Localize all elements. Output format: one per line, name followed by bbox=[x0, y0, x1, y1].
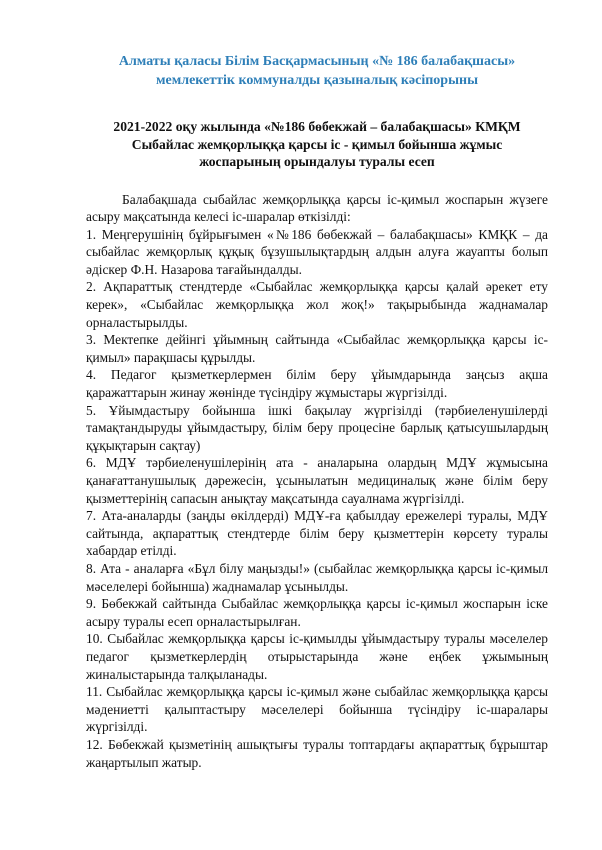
title-line-3: жоспарының орындалуы туралы есеп bbox=[199, 154, 435, 169]
list-item: 2. Ақпараттық стендтерде «Сыбайлас жемқорлыққа қарсы қалай әрекет ету керек», «Сыбайлас жемқорлыққа жол жоқ!» тақырыбында жаднамалар орналастырылды. bbox=[86, 279, 548, 330]
report-title bbox=[86, 118, 548, 171]
list-item: 10. Сыбайлас жемқорлыққа қарсы іс-қимылды ұйымдастыру туралы мәселелер педагог қызметкерлердің отырыстарында және еңбек ұжымының жиналыстарында талқыланады. bbox=[86, 631, 548, 682]
list-item: 3. Мектепке дейінгі ұйымның сайтында «Сыбайлас жемқорлыққа қарсы іс-қимыл» парақшасы құрылды. bbox=[86, 332, 548, 365]
intro-paragraph: Балабақшада сыбайлас жемқорлыққа қарсы іс-қимыл жоспарын жүзеге асыру мақсатында келесі іс-шаралар өткізілді: bbox=[86, 191, 548, 225]
list-item: 11. Сыбайлас жемқорлыққа қарсы іс-қимыл және сыбайлас жемқорлыққа қарсы мәдениетті қалыптастыру мәселелері бойынша түсіндіру іс-шаралары жүргізілді. bbox=[86, 684, 548, 735]
list-item: 9. Бөбекжай сайтында Сыбайлас жемқорлыққа қарсы іс-қимыл жоспарын іске асыру туралы есеп орналастырылған. bbox=[86, 596, 548, 629]
org-line-1: Алматы қаласы Білім Басқармасының «№ 186 балабақшасы» bbox=[118, 54, 516, 69]
list-item: 7. Ата-аналарды (заңды өкілдерді) МДҰ-ға қабылдау ережелері туралы, МДҰ сайтында, ақпараттық стендтерде білім беру қызметтерін көрсету туралы хабардар етілді. bbox=[86, 508, 548, 559]
list-item: 8. Ата - аналарға «Бұл білу маңызды!» (сыбайлас жемқорлыққа қарсы іс-қимыл мәселелері бойынша) жаднамалар ұсынылды. bbox=[86, 560, 548, 594]
list-item: 1. Меңгерушінің бұйрығымен «№186 бөбекжай – балабақшасы» КМҚК – да сыбайлас жемқорлық құқық бұзушылықтардың алдын алуға жауапты болып әдіскер Ф.Н. Назарова тағайындалды. bbox=[86, 226, 548, 277]
title-line-1: 2021-2022 оқу жылында «№186 бөбекжай – балабақшасы» КМҚМ bbox=[113, 119, 521, 134]
report-body bbox=[86, 191, 548, 772]
list-item: 4. Педагог қызметкерлермен білім беру ұйымдарында заңсыз ақша қаражаттарын жинау жөнінде түсіндіру жұмыстары жүргізілді. bbox=[86, 367, 548, 401]
list-item: 5. Ұйымдастыру бойынша ішкі бақылау жүргізілді (тәрбиеленушілерді тамақтандыруды ұйымдастыру, білім беру процесіне барлық қатысушылардың құқықтарын сақтау) bbox=[86, 402, 548, 453]
list-item: 12. Бөбекжай қызметінің ашықтығы туралы топтардағы ақпараттық бұрыштар жаңартылып жатыр. bbox=[86, 736, 548, 770]
org-line-2: мемлекеттік коммуналды қазыналық кәсіпорыны bbox=[155, 73, 479, 88]
title-line-2: Сыбайлас жемқорлыққа қарсы іс - қимыл бойынша жұмыс bbox=[131, 136, 503, 152]
organization-header bbox=[86, 52, 548, 90]
list-item: 6. МДҰ тәрбиеленушілерінің ата - аналарына олардың МДҰ жұмысына қанағаттанушылық дәрежесін, ұсынылатын медициналық және білім беру қызметтерінің сапасын анықтау мақсатында сауалнама жүргізілді. bbox=[86, 455, 548, 506]
